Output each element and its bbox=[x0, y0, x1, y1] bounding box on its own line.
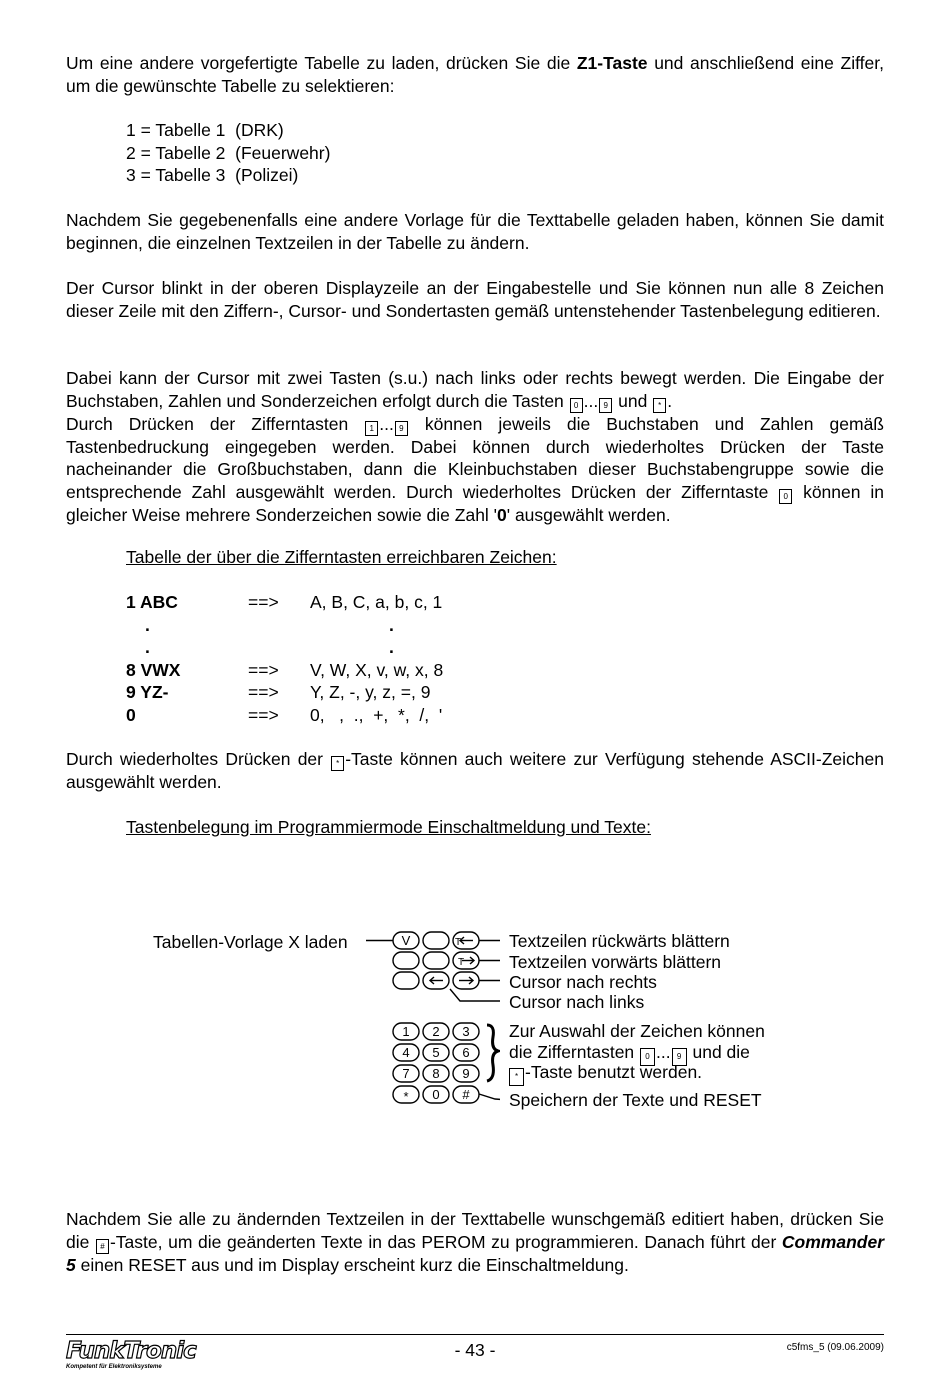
list-item: 2 = Tabelle 2 (Feuerwehr) bbox=[126, 142, 331, 163]
ellipsis-dot: . bbox=[389, 637, 394, 657]
list-item: 3 = Tabelle 3 (Polizei) bbox=[126, 165, 299, 185]
char-key: 1 ABC bbox=[126, 592, 178, 612]
key-label: 1 bbox=[402, 1024, 410, 1039]
key-label: 6 bbox=[462, 1045, 470, 1060]
text-run: und die bbox=[687, 1042, 750, 1062]
key-label: 7 bbox=[402, 1066, 410, 1081]
key-blank bbox=[393, 952, 419, 969]
ellipsis-dot: . bbox=[145, 615, 150, 635]
text-run: können in gleicher Weise mehrere Sonderzeichen sowie die Zahl ' bbox=[66, 481, 884, 525]
key-0-icon: 0 bbox=[570, 398, 583, 413]
label-save-reset: Speichern der Texte und RESET bbox=[509, 1090, 762, 1110]
key-blank bbox=[423, 952, 449, 969]
key-label: 0 bbox=[432, 1087, 440, 1102]
char-arrow: ==> bbox=[248, 592, 279, 612]
label-digits-line3 bbox=[509, 1062, 702, 1086]
key-star-icon: * bbox=[509, 1068, 524, 1086]
intro-text: Um eine andere vorgefertigte Tabelle zu laden, drücken Sie die bbox=[66, 53, 577, 73]
key-label: 4 bbox=[402, 1045, 410, 1060]
text-run: -Taste, um die geänderten Texte in das PEROM zu programmieren. Danach führt der bbox=[109, 1231, 782, 1252]
connector-line bbox=[450, 989, 500, 1001]
char-key: 8 VWX bbox=[126, 660, 181, 680]
key-star-icon: * bbox=[331, 756, 344, 771]
text-run: ... bbox=[379, 413, 394, 434]
key-blank bbox=[423, 932, 449, 949]
label-text-back: Textzeilen rückwärts blättern bbox=[509, 931, 730, 951]
z1-key-name: Z1-Taste bbox=[576, 53, 648, 73]
text-run: können jeweils die Buchstaben und Zahlen gemäß Tastenbedruckung eingegeben werden. Dabei können durch wiederholtes Drücken der Taste nacheinander die Großbuchstaben, dann die Kleinbuchstaben dieser Buchstabengruppe sowie die entsprechende Zahl ausgewählt werden. Durch wiederholtes Drücken der Zifferntaste bbox=[66, 413, 884, 502]
char-key: 0 bbox=[126, 705, 136, 725]
paragraph-vorlage: Nachdem Sie gegebenenfalls eine andere Vorlage für die Texttabelle geladen haben, können Sie damit beginnen, die einzelnen Textzeilen in der Tabelle zu ändern. bbox=[66, 210, 884, 253]
key-label: 5 bbox=[432, 1045, 440, 1060]
logo-text: FunkTronic bbox=[66, 1338, 196, 1364]
label-cursor-left: Cursor nach links bbox=[509, 992, 645, 1012]
text-run: und bbox=[613, 390, 653, 411]
key-label: T bbox=[457, 957, 465, 968]
key-label: V bbox=[401, 933, 411, 948]
key-1-icon: 1 bbox=[365, 421, 378, 436]
product-name: Commander 5 bbox=[66, 1231, 885, 1275]
char-arrow: ==> bbox=[248, 705, 279, 725]
ellipsis-dot: . bbox=[389, 615, 394, 635]
document-reference: c5fms_5 (09.06.2009) bbox=[786, 1342, 884, 1353]
brace-icon bbox=[487, 1025, 498, 1081]
text-run: die Zifferntasten bbox=[509, 1042, 640, 1062]
keypad-diagram bbox=[360, 925, 500, 1110]
logo-tagline: Kompetent für Elektroniksysteme bbox=[66, 1364, 162, 1370]
char-values: 0, , ., +, *, /, ' bbox=[310, 705, 443, 725]
text-run: . bbox=[667, 390, 673, 411]
key-9-icon: 9 bbox=[672, 1048, 687, 1066]
key-label: 3 bbox=[462, 1024, 470, 1039]
table-list bbox=[126, 119, 330, 187]
key-label: * bbox=[403, 1089, 409, 1104]
char-arrow: ==> bbox=[248, 682, 279, 702]
key-label: T bbox=[454, 937, 462, 948]
key-label: 2 bbox=[432, 1024, 440, 1039]
char-values: Y, Z, -, y, z, =, 9 bbox=[310, 682, 431, 702]
footer-divider bbox=[66, 1334, 884, 1335]
key-0-icon: 0 bbox=[779, 489, 792, 504]
text-run: ... bbox=[656, 1042, 671, 1062]
text-run: -Taste können auch weitere zur Verfügung stehende ASCII-Zeichen ausgewählt werden. bbox=[66, 749, 884, 792]
key-blank bbox=[393, 972, 419, 989]
ellipsis-dot: . bbox=[145, 637, 150, 657]
key-9-icon: 9 bbox=[599, 398, 612, 413]
char-table-heading: Tabelle der über die Zifferntasten erreichbaren Zeichen: bbox=[126, 547, 557, 567]
text-run: Nachdem Sie alle zu ändernden Textzeilen in der Texttabelle wunschgemäß editiert haben, drücken Sie die bbox=[66, 1209, 884, 1252]
char-key: 9 YZ- bbox=[126, 682, 169, 702]
key-9-icon: 9 bbox=[395, 421, 408, 436]
intro-paragraph bbox=[66, 52, 884, 97]
paragraph-eingabe bbox=[66, 367, 884, 526]
paragraph-cursor: Der Cursor blinkt in der oberen Displayzeile an der Eingabestelle und Sie können nun alle 8 Zeichen dieser Zeile mit den Ziffern-, Cursor- und Sondertasten gemäß untenstehender Tastenbelegung editieren. bbox=[66, 278, 884, 321]
text-run: ' ausgewählt werden. bbox=[506, 504, 671, 525]
text-run: Dabei kann der Cursor mit zwei Tasten (s.u.) nach links oder rechts bewegt werden. Die Eingabe der Buchstaben, Zahlen und Sonderzeichen erfolgt durch die Tasten bbox=[66, 368, 884, 411]
label-text-forward: Textzeilen vorwärts blättern bbox=[509, 952, 722, 972]
key-label: # bbox=[462, 1087, 470, 1102]
key-label: 9 bbox=[462, 1066, 470, 1081]
text-run: ... bbox=[583, 390, 599, 411]
text-run: einen RESET aus und im Display erscheint kurz die Einschaltmeldung. bbox=[75, 1254, 629, 1275]
intro-text-end: und anschließend eine Ziffer, um die gewünschte Tabelle zu selektieren: bbox=[66, 53, 884, 96]
text-run: Durch wiederholtes Drücken der bbox=[66, 749, 331, 769]
char-arrow: ==> bbox=[248, 660, 279, 680]
label-cursor-right: Cursor nach rechts bbox=[509, 972, 657, 992]
label-load-template: Tabellen-Vorlage X laden bbox=[153, 932, 348, 952]
key-star-icon: * bbox=[653, 398, 666, 413]
text-run: 0 bbox=[497, 504, 507, 525]
list-item: 1 = Tabelle 1 (DRK) bbox=[126, 120, 284, 140]
page-number: - 43 - bbox=[454, 1340, 496, 1360]
text-run: -Taste benutzt werden. bbox=[525, 1062, 703, 1082]
key-label: 8 bbox=[432, 1066, 440, 1081]
char-values: A, B, C, a, b, c, 1 bbox=[310, 592, 443, 612]
connector-line bbox=[479, 1094, 500, 1100]
label-digits-line1: Zur Auswahl der Zeichen können bbox=[509, 1021, 765, 1041]
keymap-heading: Tastenbelegung im Programmiermode Einschaltmeldung und Texte: bbox=[126, 817, 651, 837]
key-0-icon: 0 bbox=[640, 1048, 655, 1066]
text-run: Durch Drücken der Zifferntasten bbox=[66, 413, 365, 434]
key-hash-icon: # bbox=[96, 1239, 109, 1254]
char-values: V, W, X, v, w, x, 8 bbox=[310, 660, 444, 680]
paragraph-final bbox=[66, 1208, 884, 1276]
paragraph-ascii bbox=[66, 748, 884, 794]
